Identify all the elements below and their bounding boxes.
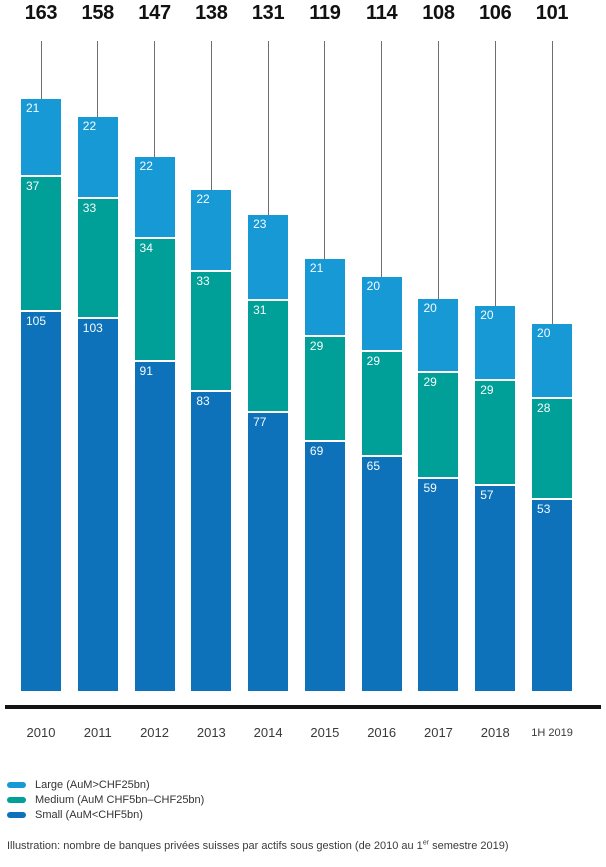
segment-large (305, 259, 345, 335)
segment-large (135, 157, 175, 237)
bar-total-label: 147 (138, 2, 171, 24)
segment-medium (532, 397, 572, 499)
segment-value-label: 91 (139, 364, 153, 379)
segment-value-label: 37 (26, 179, 40, 194)
chart-caption (7, 840, 509, 852)
segment-value-label: 22 (139, 159, 153, 174)
stacked-bar-2014 (248, 215, 288, 691)
stacked-bar-2017 (418, 299, 458, 691)
segment-value-label: 29 (480, 382, 494, 397)
bar-total-label: 108 (422, 2, 455, 24)
connector-line (268, 41, 269, 215)
caption-text-end: semestre 2019) (429, 840, 509, 852)
bar-total-label: 158 (81, 2, 114, 24)
segment-small (135, 360, 175, 691)
segment-medium (305, 335, 345, 440)
segment-value-label: 59 (423, 480, 437, 495)
segment-value-label: 77 (253, 415, 267, 430)
segment-medium (21, 175, 61, 309)
segment-medium (475, 379, 515, 484)
bar-total-label: 119 (309, 2, 341, 24)
segment-medium (362, 350, 402, 455)
segment-value-label: 105 (26, 313, 47, 328)
segment-large (475, 306, 515, 379)
x-axis-label: 2015 (310, 725, 340, 740)
segment-value-label: 33 (82, 201, 97, 216)
segment-value-label: 69 (309, 444, 324, 459)
segment-large (248, 215, 288, 299)
legend-swatch-medium-icon (7, 797, 26, 803)
segment-value-label: 33 (196, 273, 210, 288)
segment-value-label: 21 (309, 260, 324, 275)
segment-value-label: 21 (26, 100, 40, 115)
legend-swatch-large-icon (7, 782, 26, 788)
segment-value-label: 20 (480, 308, 494, 322)
segment-small (532, 498, 572, 690)
stacked-bar-2015 (305, 259, 345, 691)
stacked-bar-2012 (135, 157, 175, 691)
segment-value-label: 83 (196, 393, 210, 408)
stacked-bar-2013 (191, 190, 231, 691)
segment-small (418, 477, 458, 691)
x-axis-label: 2014 (253, 725, 283, 740)
legend-label-medium: Medium (AuM CHF5bn–CHF25bn) (35, 793, 205, 806)
legend-item-medium (7, 792, 204, 807)
segment-small (362, 455, 402, 691)
legend (7, 777, 204, 822)
connector-line (438, 41, 439, 299)
segment-value-label: 20 (537, 326, 551, 341)
legend-item-small (7, 807, 204, 822)
segment-medium (418, 371, 458, 476)
x-axis-line (5, 705, 601, 709)
connector-line (381, 41, 382, 277)
stacked-bar-2018 (475, 306, 515, 691)
bar-total-label: 114 (365, 2, 398, 24)
segment-small (21, 310, 61, 691)
segment-medium (191, 270, 231, 390)
caption-text: Illustration: nombre de banques privées suisses par actifs sous gestion (de 2010 au 1 (7, 840, 423, 852)
segment-large (532, 324, 572, 397)
connector-line (552, 41, 553, 324)
segment-medium (78, 197, 118, 317)
segment-value-label: 65 (366, 458, 381, 473)
connector-line (154, 41, 155, 157)
segment-small (78, 317, 118, 691)
segment-value-label: 22 (82, 119, 97, 134)
bar-total-label: 101 (535, 2, 569, 24)
segment-large (362, 277, 402, 350)
stacked-bar-1h-2019 (532, 324, 572, 691)
connector-line (324, 41, 325, 259)
connector-line (41, 41, 42, 99)
bar-total-label: 138 (195, 2, 228, 24)
segment-medium (248, 299, 288, 412)
segment-value-label: 29 (423, 375, 437, 390)
caption-superscript: er (422, 839, 430, 847)
segment-large (418, 299, 458, 372)
segment-value-label: 34 (139, 240, 153, 255)
segment-small (475, 484, 515, 691)
legend-item-large (7, 777, 204, 792)
segment-large (191, 190, 231, 270)
segment-small (248, 411, 288, 691)
legend-label-large: Large (AuM>CHF25bn) (35, 778, 150, 791)
x-axis-label: 2016 (367, 725, 397, 740)
stacked-bar-2010 (21, 99, 61, 691)
stacked-bar-2011 (78, 117, 118, 691)
segment-value-label: 23 (253, 217, 267, 232)
connector-line (495, 41, 496, 306)
segment-value-label: 53 (537, 502, 551, 517)
legend-label-small: Small (AuM<CHF5bn) (35, 808, 143, 821)
bar-total-label: 163 (24, 2, 58, 24)
segment-value-label: 57 (480, 487, 494, 502)
x-axis-label: 2011 (83, 725, 112, 740)
segment-value-label: 28 (537, 400, 551, 415)
x-axis-label: 1H 2019 (531, 727, 573, 739)
bar-total-label: 131 (251, 2, 285, 24)
segment-small (305, 440, 345, 691)
connector-line (211, 41, 212, 190)
connector-line (97, 41, 98, 117)
segment-large (21, 99, 61, 175)
stacked-bar-2016 (362, 277, 402, 691)
segment-value-label: 103 (82, 320, 103, 335)
segment-medium (135, 237, 175, 360)
segment-value-label: 20 (423, 300, 437, 315)
legend-swatch-small-icon (7, 812, 26, 818)
segment-value-label: 22 (196, 191, 210, 206)
x-axis-label: 2012 (140, 725, 169, 740)
segment-value-label: 31 (253, 302, 267, 317)
x-axis-label: 2010 (26, 725, 56, 740)
segment-value-label: 29 (309, 339, 324, 354)
segment-value-label: 20 (366, 278, 381, 293)
segment-large (78, 117, 118, 197)
segment-small (191, 390, 231, 691)
x-axis-label: 2018 (480, 725, 510, 740)
segment-value-label: 29 (366, 353, 381, 368)
x-axis-label: 2013 (196, 725, 226, 740)
x-axis-label: 2017 (423, 725, 453, 740)
bar-total-label: 106 (478, 2, 512, 24)
